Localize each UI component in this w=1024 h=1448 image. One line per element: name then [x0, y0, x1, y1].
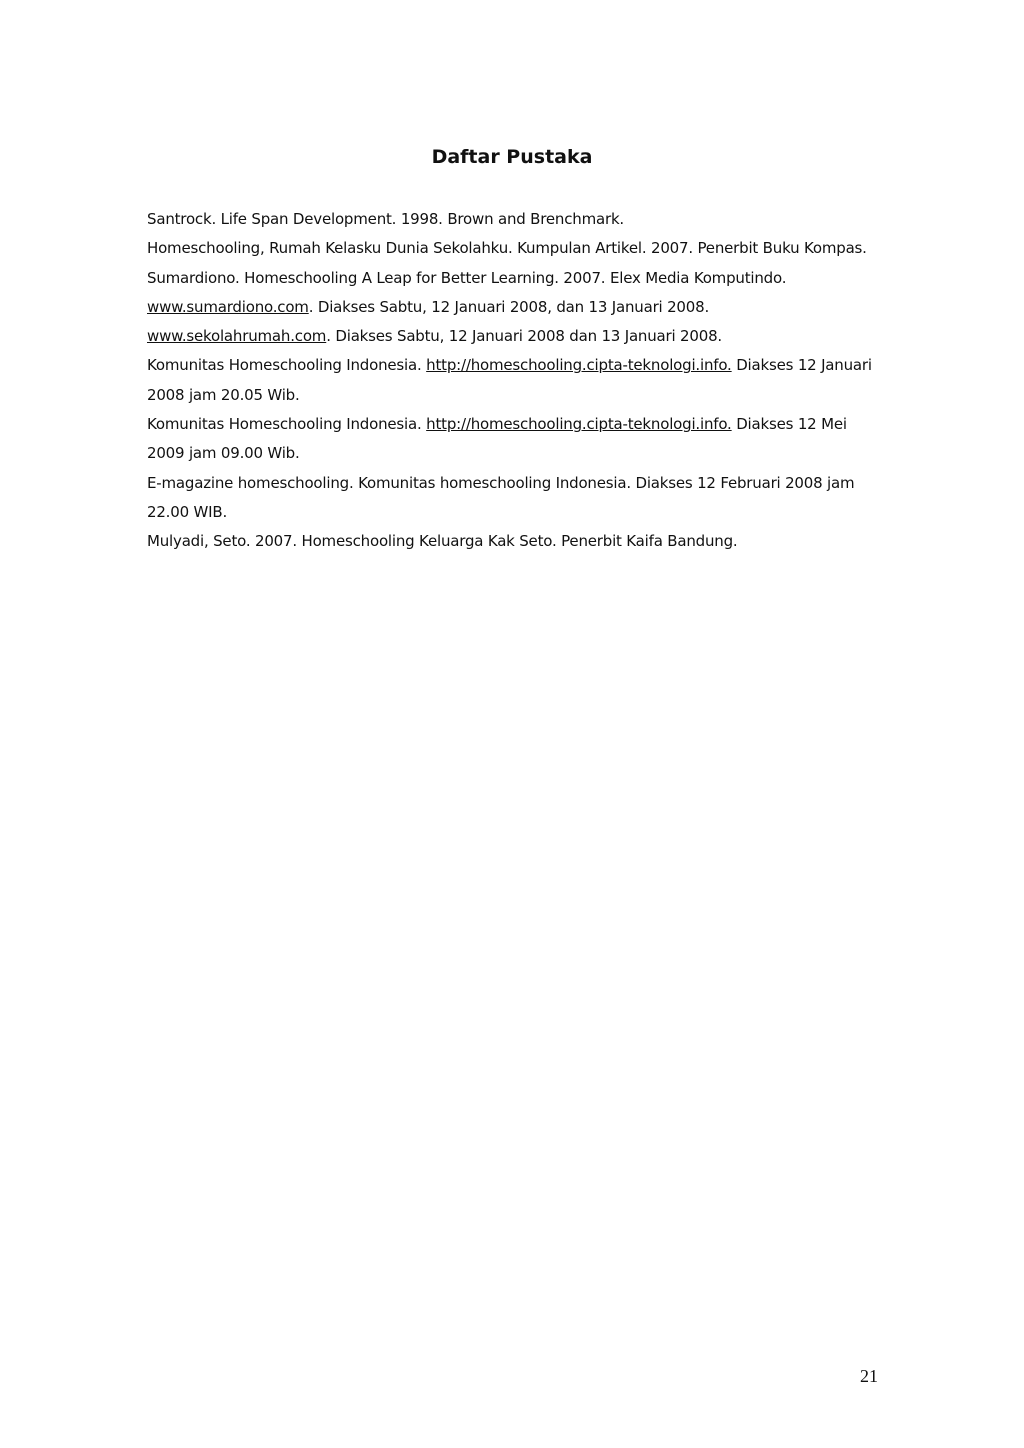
reference-mulyadi: Mulyadi, Seto. 2007. Homeschooling Keluarga Kak Seto. Penerbit Kaifa Bandung. — [147, 532, 738, 551]
reference-e-magazine: E-magazine homeschooling. Komunitas homeschooling Indonesia. Diakses 12 Februari 2008 jam 22.00 WIB. — [147, 473, 855, 521]
reference-santrock: Santrock. Life Span Development. 1998. Brown and Brenchmark. — [147, 210, 625, 228]
reference-text: . Diakses Sabtu, 12 Januari 2008 dan 13 Januari 2008. — [326, 327, 722, 346]
link-sumardiono[interactable]: www.sumardiono.com — [147, 297, 309, 316]
reference-list — [147, 205, 879, 557]
reference-text: Diakses 12 Januari 2008 jam 20.05 Wib. — [147, 356, 872, 404]
page-title: Daftar Pustaka — [431, 146, 593, 168]
reference-homeschooling-kompas: Homeschooling, Rumah Kelasku Dunia Sekolahku. Kumpulan Artikel. 2007. Penerbit Buku Kompas. — [147, 239, 867, 258]
reference-text: Diakses 12 Mei 2009 jam 09.00 Wib. — [147, 415, 847, 463]
reference-sumardiono-web — [147, 293, 879, 322]
link-homeschooling-cipta-teknologi[interactable]: http://homeschooling.cipta-teknologi.info. — [426, 356, 732, 375]
reference-komunitas-2009 — [147, 410, 879, 469]
reference-komunitas-2008 — [147, 351, 879, 410]
link-sekolahrumah[interactable]: www.sekolahrumah.com — [147, 327, 327, 346]
link-homeschooling-cipta-teknologi[interactable]: http://homeschooling.cipta-teknologi.info. — [426, 415, 732, 434]
reference-text: . Diakses Sabtu, 12 Januari 2008, dan 13 Januari 2008. — [308, 297, 710, 316]
reference-text: Komunitas Homeschooling Indonesia. — [147, 356, 427, 375]
reference-sumardiono-book: Sumardiono. Homeschooling A Leap for Better Learning. 2007. Elex Media Komputindo. — [147, 268, 787, 287]
page-number: 21 — [860, 1366, 878, 1386]
reference-sekolahrumah-web — [147, 322, 879, 351]
reference-text: Komunitas Homeschooling Indonesia. — [147, 415, 427, 434]
